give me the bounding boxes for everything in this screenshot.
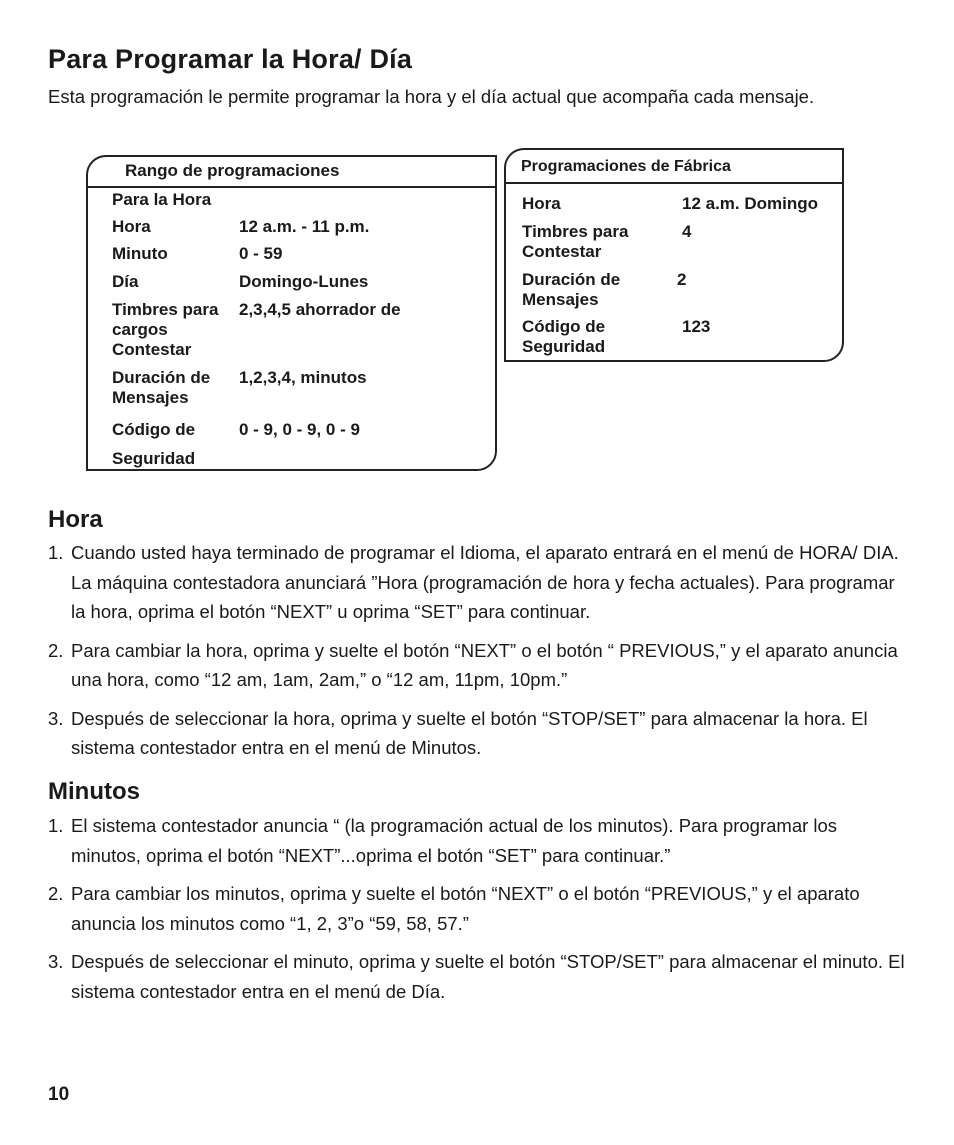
range-value: 0 - 9, 0 - 9, 0 - 9: [239, 420, 360, 439]
factory-value: 123: [682, 317, 711, 336]
range-box-divider: [88, 186, 495, 188]
factory-value: 2: [677, 270, 687, 289]
section-heading-minutos: Minutos: [48, 778, 140, 805]
step-text: Después de seleccionar la hora, oprima y suelte el botón “STOP/SET” para almacenar la hora. El sistema contestador entra en el menú de Minutos.: [71, 707, 868, 758]
factory-box-header: Programaciones de Fábrica: [521, 158, 731, 175]
section-heading-hora: Hora: [48, 506, 103, 533]
step-text: Para cambiar los minutos, oprima y suelte el botón “NEXT” o el botón “PREVIOUS,” y el aparato anuncia los minutos como “1, 2, 3”o “59, 58, 57.”: [71, 883, 860, 934]
factory-label: Hora: [522, 194, 561, 213]
range-value: 2,3,4,5 ahorrador de: [239, 300, 401, 319]
list-item: [48, 636, 908, 695]
factory-value: 4: [682, 222, 692, 241]
step-number: 3.: [48, 707, 64, 729]
page-title: Para Programar la Hora/ Día: [48, 44, 413, 74]
range-value: Domingo-Lunes: [239, 272, 369, 291]
range-value: 12 a.m. - 11 p.m.: [239, 217, 370, 236]
factory-label: Código de Seguridad: [522, 317, 606, 356]
range-label: Timbres para cargos Contestar: [112, 300, 219, 359]
range-box-subheader: Para la Hora: [112, 190, 212, 209]
list-item: [48, 879, 908, 938]
range-label: Duración de Mensajes: [112, 368, 211, 407]
settings-range-box: [86, 155, 497, 471]
list-item: [48, 538, 908, 627]
hora-steps-list: [48, 538, 908, 772]
list-item: [48, 947, 908, 1006]
step-number: 2.: [48, 883, 64, 904]
factory-label: Duración de Mensajes: [522, 270, 621, 309]
factory-value: 12 a.m. Domingo: [682, 194, 819, 213]
range-label: Día: [112, 272, 139, 291]
list-item: [48, 811, 908, 870]
factory-label: Timbres para Contestar: [522, 222, 629, 261]
step-text: Después de seleccionar el minuto, oprima y suelte el botón “STOP/SET” para almacenar el minuto. El sistema contestador entra en el menú de Día.: [71, 951, 905, 1002]
step-number: 3.: [48, 951, 64, 972]
range-label: Hora: [112, 217, 151, 236]
step-text: Cuando usted haya terminado de programar el Idioma, el aparato entrará en el menú de HORA/ DIA. La máquina contestadora anunciará ”Hora (programación de hora y fecha actuales). Para programar la hora, oprima el botón “NEXT” u oprima “SET” para continuar.: [71, 542, 899, 622]
step-text: El sistema contestador anuncia “ (la programación actual de los minutos). Para programar los minutos, oprima el botón “NEXT”...oprima el botón “SET” para continuar.”: [71, 815, 838, 866]
range-value: 0 - 59: [239, 244, 283, 263]
step-number: 1.: [48, 542, 64, 563]
list-item: [48, 704, 908, 763]
step-text: Para cambiar la hora, oprima y suelte el botón “NEXT” o el botón “ PREVIOUS,” y el aparato anuncia una hora, como “12 am, 1am, 2am,” o “12 am, 11pm, 10pm.”: [71, 639, 898, 690]
range-label: Código de Seguridad: [112, 420, 196, 468]
intro-text: Esta programación le permite programar la hora y el día actual que acompaña cada mensaje.: [48, 86, 815, 107]
range-label: Minuto: [112, 244, 168, 263]
page-number: 10: [48, 1084, 70, 1105]
step-number: 1.: [48, 815, 64, 836]
step-number: 2.: [48, 639, 64, 661]
range-box-header: Rango de programaciones: [125, 161, 340, 180]
factory-box-divider: [506, 182, 842, 184]
factory-settings-box: [504, 148, 844, 362]
minutos-steps-list: [48, 811, 908, 1015]
range-value: 1,2,3,4, minutos: [239, 368, 367, 387]
